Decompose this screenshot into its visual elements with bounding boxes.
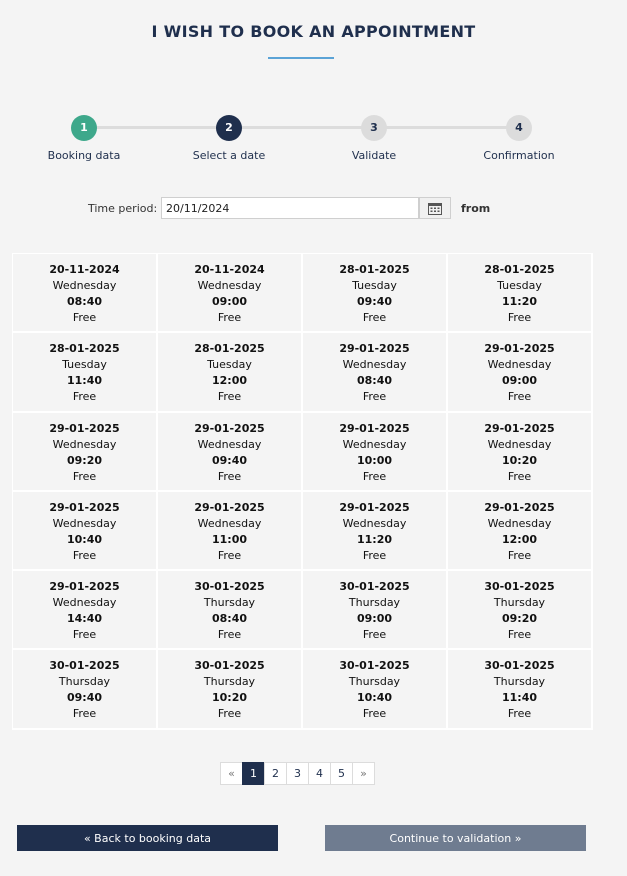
slot-day: Tuesday (352, 279, 397, 292)
slot-cell[interactable] (303, 650, 448, 729)
stepper-line (84, 126, 518, 129)
slot-date: 30-01-2025 (194, 580, 265, 594)
slot-time: 09:00 (356, 612, 392, 626)
slot-time: 09:00 (211, 295, 247, 308)
progress-stepper (0, 115, 627, 175)
slot-cell[interactable] (13, 650, 158, 729)
slot-time: 10:40 (66, 532, 102, 546)
slot-day: Thursday (203, 596, 256, 610)
step-booking-data (24, 115, 144, 162)
slot-cell[interactable] (13, 492, 158, 571)
slot-day: Wednesday (487, 358, 552, 372)
slot-date: 28-01-2025 (339, 263, 410, 276)
slot-status: Free (362, 390, 387, 404)
slot-date: 30-01-2025 (484, 580, 555, 594)
slot-date: 20-11-2024 (49, 263, 120, 276)
pagination-prev[interactable]: « (220, 762, 243, 785)
slot-status: Free (217, 469, 242, 483)
page-4[interactable]: 4 (308, 762, 331, 785)
slot-day: Wednesday (487, 516, 552, 530)
slot-day: Wednesday (342, 437, 407, 451)
slot-time: 10:40 (356, 691, 392, 705)
slot-cell[interactable] (303, 492, 448, 571)
time-period-label: Time period: (88, 202, 158, 215)
slot-time: 09:40 (356, 295, 392, 308)
slot-date: 29-01-2025 (339, 421, 410, 435)
slot-cell[interactable] (158, 254, 303, 333)
slot-date: 30-01-2025 (339, 659, 410, 673)
slot-cell[interactable] (158, 492, 303, 571)
slot-cell[interactable] (13, 254, 158, 333)
slot-status: Free (217, 311, 242, 324)
slot-cell[interactable] (158, 571, 303, 650)
slot-time: 09:20 (66, 453, 102, 467)
step-label: Select a date (192, 149, 266, 162)
slot-cell[interactable] (303, 254, 448, 333)
calendar-button[interactable] (419, 197, 451, 219)
slot-status: Free (507, 628, 532, 642)
slot-date: 29-01-2025 (49, 421, 120, 435)
slot-date: 29-01-2025 (339, 342, 410, 356)
pagination (220, 762, 375, 785)
slot-time: 11:40 (66, 374, 102, 388)
slot-time: 09:20 (501, 612, 537, 626)
slot-status: Free (217, 548, 242, 562)
pagination-next[interactable]: » (352, 762, 375, 785)
slot-date: 29-01-2025 (484, 500, 555, 514)
slot-status: Free (217, 628, 242, 642)
slot-date: 20-11-2024 (194, 263, 265, 276)
slot-date: 29-01-2025 (49, 500, 120, 514)
slot-date: 30-01-2025 (49, 659, 120, 673)
slot-cell[interactable] (448, 571, 593, 650)
page-5[interactable]: 5 (330, 762, 353, 785)
slot-date: 28-01-2025 (49, 342, 120, 356)
page-2[interactable]: 2 (264, 762, 287, 785)
slot-cell[interactable] (13, 413, 158, 492)
slot-day: Wednesday (342, 516, 407, 530)
slot-status: Free (72, 707, 97, 721)
slot-day: Thursday (348, 596, 401, 610)
slot-status: Free (72, 390, 97, 404)
time-period-from: from (461, 202, 491, 215)
slot-status: Free (362, 469, 387, 483)
slot-day: Thursday (203, 675, 256, 689)
slot-status: Free (72, 548, 97, 562)
slot-day: Wednesday (52, 516, 117, 530)
slot-date: 29-01-2025 (484, 342, 555, 356)
slot-cell[interactable] (448, 650, 593, 729)
slot-time: 10:20 (211, 691, 247, 705)
slot-status: Free (72, 628, 97, 642)
slot-date: 30-01-2025 (194, 659, 265, 673)
step-label: Booking data (47, 149, 121, 162)
page-title: I WISH TO BOOK AN APPOINTMENT (151, 22, 476, 41)
slot-date: 29-01-2025 (339, 500, 410, 514)
slot-day: Wednesday (342, 358, 407, 372)
step-number: 1 (71, 115, 97, 141)
appointment-slots-grid (12, 253, 593, 730)
slot-status: Free (362, 707, 387, 721)
page-1[interactable]: 1 (242, 762, 265, 785)
step-label: Validate (351, 149, 397, 162)
slot-day: Thursday (493, 675, 546, 689)
slot-date: 28-01-2025 (194, 342, 265, 356)
step-number: 3 (361, 115, 387, 141)
slot-status: Free (217, 390, 242, 404)
slot-time: 12:00 (211, 374, 247, 388)
slot-cell[interactable] (13, 571, 158, 650)
step-number: 2 (216, 115, 242, 141)
slot-time: 08:40 (211, 612, 247, 626)
title-underline (268, 57, 334, 59)
slot-day: Wednesday (487, 437, 552, 451)
slot-time: 11:40 (501, 691, 537, 705)
slot-day: Thursday (493, 596, 546, 610)
slot-time: 11:20 (501, 295, 537, 308)
slot-date: 30-01-2025 (484, 659, 555, 673)
slot-time: 11:00 (211, 532, 247, 546)
slot-date: 29-01-2025 (194, 421, 265, 435)
slot-time: 12:00 (501, 532, 537, 546)
slot-date: 29-01-2025 (49, 580, 120, 594)
continue-to-validation-button[interactable]: Continue to validation » (325, 825, 586, 851)
step-select-date (169, 115, 289, 162)
slot-time: 09:40 (66, 691, 102, 705)
slot-status: Free (507, 707, 532, 721)
time-period-input[interactable] (161, 197, 419, 219)
slot-time: 09:00 (501, 374, 537, 388)
step-number: 4 (506, 115, 532, 141)
slot-time: 11:20 (356, 532, 392, 546)
slot-status: Free (507, 390, 532, 404)
slot-cell[interactable] (448, 492, 593, 571)
step-validate (314, 115, 434, 162)
slot-cell[interactable] (303, 333, 448, 412)
slot-status: Free (507, 469, 532, 483)
slot-day: Tuesday (207, 358, 252, 372)
slot-status: Free (72, 469, 97, 483)
slot-cell[interactable] (13, 333, 158, 412)
slot-cell[interactable] (448, 333, 593, 412)
slot-status: Free (507, 311, 532, 324)
slot-status: Free (362, 311, 387, 324)
slot-day: Tuesday (497, 279, 542, 292)
slot-time: 08:40 (66, 295, 102, 308)
slot-day: Thursday (348, 675, 401, 689)
slot-date: 29-01-2025 (194, 500, 265, 514)
slot-cell[interactable] (303, 571, 448, 650)
calendar-icon (428, 202, 442, 215)
slot-time: 10:20 (501, 453, 537, 467)
slot-time: 14:40 (66, 612, 102, 626)
slot-status: Free (507, 548, 532, 562)
slot-status: Free (362, 548, 387, 562)
slot-cell[interactable] (448, 254, 593, 333)
slot-time: 09:40 (211, 453, 247, 467)
slot-date: 29-01-2025 (484, 421, 555, 435)
step-label: Confirmation (483, 149, 555, 162)
slot-status: Free (362, 628, 387, 642)
step-confirmation (459, 115, 579, 162)
slot-date: 30-01-2025 (339, 580, 410, 594)
slot-cell[interactable] (158, 413, 303, 492)
slot-cell[interactable] (448, 413, 593, 492)
slot-day: Wednesday (52, 437, 117, 451)
slot-day: Tuesday (62, 358, 107, 372)
page-3[interactable]: 3 (286, 762, 309, 785)
slot-cell[interactable] (303, 413, 448, 492)
slot-day: Wednesday (52, 596, 117, 610)
slot-day: Wednesday (197, 279, 262, 292)
slot-day: Thursday (58, 675, 111, 689)
slot-day: Wednesday (52, 279, 117, 292)
back-to-booking-data-button[interactable]: « Back to booking data (17, 825, 278, 851)
slot-cell[interactable] (158, 650, 303, 729)
slot-time: 08:40 (356, 374, 392, 388)
slot-status: Free (72, 311, 97, 324)
slot-day: Wednesday (197, 516, 262, 530)
slot-cell[interactable] (158, 333, 303, 412)
slot-day: Wednesday (197, 437, 262, 451)
slot-date: 28-01-2025 (484, 263, 555, 276)
slot-time: 10:00 (356, 453, 392, 467)
slot-status: Free (217, 707, 242, 721)
